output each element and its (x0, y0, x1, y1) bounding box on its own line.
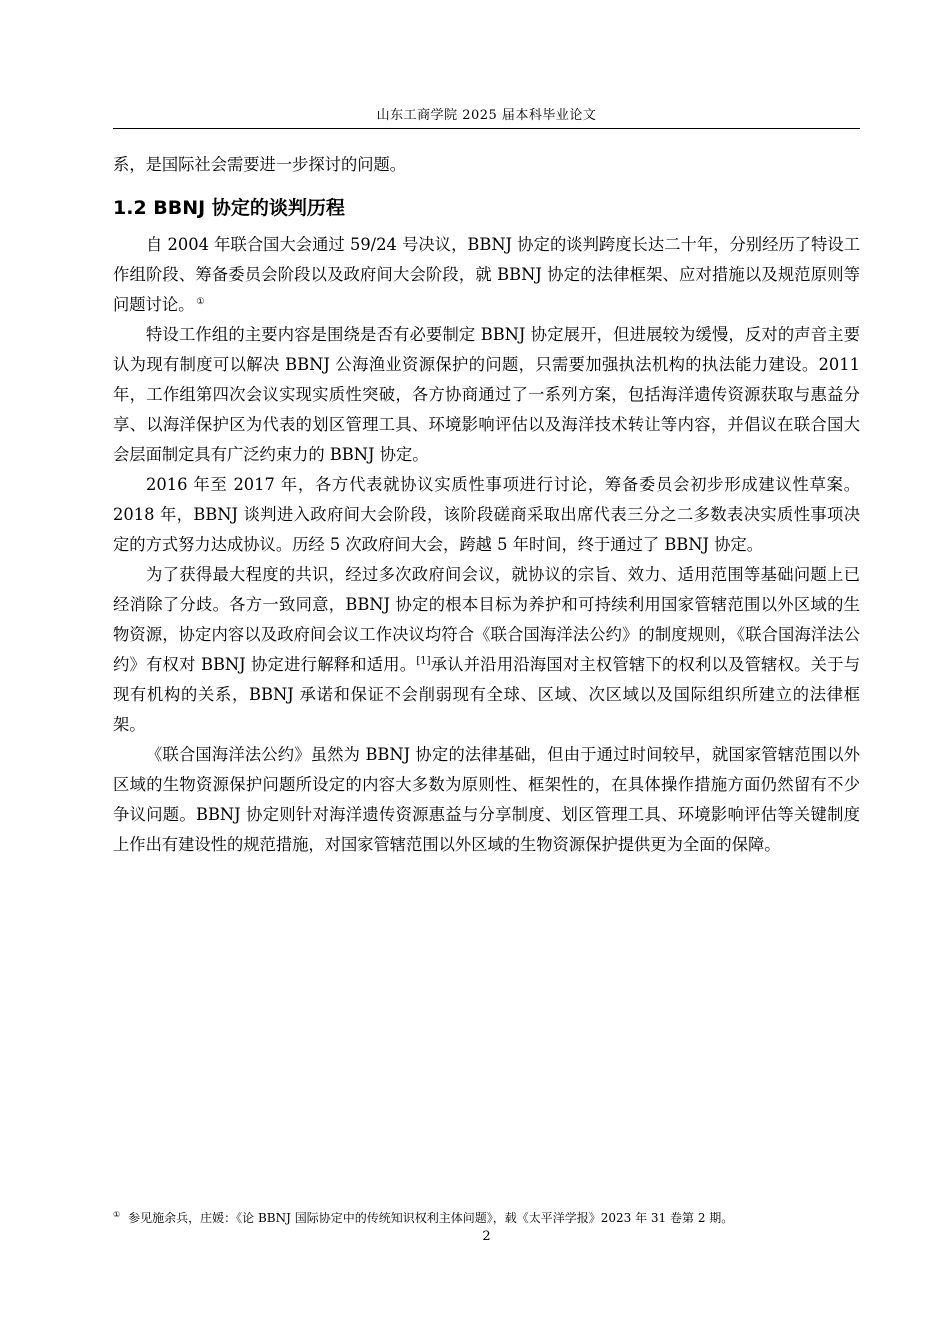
body-text (113, 150, 860, 860)
header-rule (113, 128, 860, 129)
footnote (113, 1209, 860, 1227)
paragraph-1-text: 自 2004 年联合国大会通过 59/24 号决议，BBNJ 协定的谈判跨度长达二十年，分别经历了特设工作组阶段、筹备委员会阶段以及政府间大会阶段，就 BBNJ 协定的法律框架、应对措施以及规范原则等问题讨论。 (113, 235, 860, 314)
continuation-paragraph: 系，是国际社会需要进一步探讨的问题。 (113, 155, 407, 174)
section-heading: 1.2 BBNJ 协定的谈判历程 (113, 197, 345, 219)
running-header: 山东工商学院 2025 届本科毕业论文 (376, 108, 597, 123)
paragraph-4 (113, 560, 860, 740)
paragraph-4-text-after: 承认并沿用沿海国对主权管辖下的权利以及管辖权。关于与现有机构的关系，BBNJ 承诺和保证不会削弱现有全球、区域、次区域以及国际组织所建立的法律框架。 (113, 655, 860, 734)
citation-reference[interactable]: [1] (416, 655, 431, 667)
footnote-mark: ① (113, 1210, 121, 1219)
footnote-text: 参见施余兵，庄媛：《论 BBNJ 国际协定中的传统知识权利主体问题》，载《太平洋学报》2023 年 31 卷第 2 期。 (128, 1211, 734, 1225)
page-number: 2 (482, 1229, 491, 1244)
paragraph-5: 《联合国海洋法公约》虽然为 BBNJ 协定的法律基础，但由于通过时间较早，就国家管辖范围以外区域的生物资源保护问题所设定的内容大多数为原则性、框架性的，在具体操作措施方面仍然留有不少争议问题。BBNJ 协定则针对海洋遗传资源惠益与分享制度、划区管理工具、环境影响评估等关键制度上作出有建设性的规范措施，对国家管辖范围以外区域的生物资源保护提供更为全面的保障。 (113, 745, 860, 854)
paragraph-4-text-before: 为了获得最大程度的共识，经过多次政府间会议，就协议的宗旨、效力、适用范围等基础问题上已经消除了分歧。各方一致同意，BBNJ 协定的根本目标为养护和可持续利用国家管辖范围以外区域的生物资源，协定内容以及政府间会议工作决议均符合《联合国海洋法公约》的制度规则，《联合国海洋法公约》有权对 BBNJ 协定进行解释和适用。 (113, 565, 860, 674)
footnote-reference[interactable]: ① (196, 296, 205, 307)
paragraph-1 (113, 230, 860, 320)
paragraph-2: 特设工作组的主要内容是围绕是否有必要制定 BBNJ 协定展开，但进展较为缓慢，反对的声音主要认为现有制度可以解决 BBNJ 公海渔业资源保护的问题，只需要加强执法机构的执法能力建设。2011 年，工作组第四次会议实现实质性突破，各方协商通过了一系列方案，包括海洋遗传资源获取与惠益分享、以海洋保护区为代表的划区管理工具、环境影响评估以及海洋技术转让等内容，并倡议在联合国大会层面制定具有广泛约束力的 BBNJ 协定。 (113, 325, 860, 464)
paragraph-3: 2016 年至 2017 年，各方代表就协议实质性事项进行讨论，筹备委员会初步形成建议性草案。2018 年，BBNJ 谈判进入政府间大会阶段，该阶段磋商采取出席代表三分之二多数表决实质性事项决定的方式努力达成协议。历经 5 次政府间大会，跨越 5 年时间，终于通过了 BBNJ 协定。 (113, 475, 860, 554)
